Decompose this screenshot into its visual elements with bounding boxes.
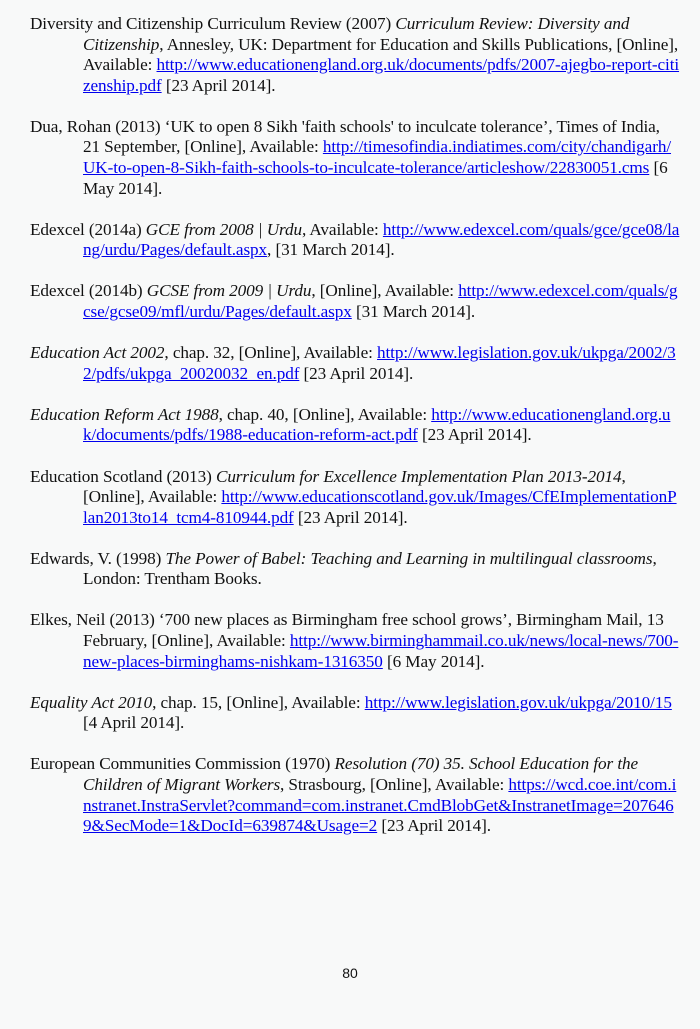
ref-title: Curriculum Review: Diversity and Citizenship: [83, 14, 630, 54]
ref-link[interactable]: http://www.birminghammail.co.uk/news/local-news/700-new-places-birminghams-nishkam-1316350: [83, 631, 679, 671]
ref-author: Edwards, V. (1998): [30, 548, 166, 568]
reference-entry: [30, 281, 680, 322]
ref-accessed-date: [6 May 2014].: [382, 651, 485, 671]
reference-entry: [30, 610, 680, 672]
reference-entry: [30, 549, 680, 590]
ref-link[interactable]: http://www.educationengland.org.uk/documents/pdfs/2007-ajegbo-report-citizenship.pdf: [83, 55, 680, 95]
ref-author: Education Scotland (2013): [30, 466, 216, 486]
reference-entry: [30, 693, 680, 734]
ref-details: , Strasbourg, [Online], Available:: [280, 775, 509, 795]
ref-details: , London: Trentham Books.: [83, 548, 657, 589]
ref-author: Edexcel (2014a): [30, 219, 146, 239]
ref-link[interactable]: http://www.edexcel.com/quals/gce/gce08/lang/urdu/Pages/default.aspx: [83, 219, 680, 260]
ref-link[interactable]: http://timesofindia.indiatimes.com/city/chandigarh/UK-to-open-8-Sikh-faith-schools-to-inculcate-tolerance/articleshow/22830051.cms: [83, 137, 672, 178]
ref-link[interactable]: http://www.edexcel.com/quals/gcse/gcse09/mfl/urdu/Pages/default.aspx: [83, 281, 678, 322]
ref-accessed-date: , [31 March 2014].: [267, 240, 395, 260]
ref-author: Dua, Rohan (2013) ‘UK to open 8 Sikh 'faith schools' to inculcate tolerance’, Times of India, 21 September, [Online], Available:: [30, 116, 660, 157]
ref-link[interactable]: http://www.legislation.gov.uk/ukpga/2002/32/pdfs/ukpga_20020032_en.pdf: [83, 343, 676, 383]
ref-accessed-date: [6 May 2014].: [83, 158, 668, 198]
ref-author: Diversity and Citizenship Curriculum Review (2007): [30, 14, 396, 33]
reference-entry: [30, 467, 680, 529]
ref-accessed-date: [31 March 2014].: [351, 302, 476, 322]
ref-author: European Communities Commission (1970): [30, 754, 335, 774]
ref-details: , [Online], Available:: [311, 281, 459, 301]
reference-list: [30, 14, 680, 857]
ref-link[interactable]: http://www.educationscotland.gov.uk/Images/CfEImplementationPlan2013to14_tcm4-810944.pdf: [83, 487, 677, 527]
ref-title: Education Act 2002: [30, 343, 165, 363]
ref-title: Education Reform Act 1988: [30, 404, 219, 424]
ref-details: , chap. 40, [Online], Available:: [218, 404, 432, 424]
ref-accessed-date: [23 April 2014].: [161, 75, 276, 95]
ref-details: , chap. 32, [Online], Available:: [164, 343, 378, 363]
ref-link[interactable]: http://www.educationengland.org.uk/documents/pdfs/1988-education-reform-act.pdf: [83, 404, 671, 445]
ref-details: , Annesley, UK: Department for Education and Skills Publications, [Online], Available:: [83, 34, 679, 75]
ref-author: Elkes, Neil (2013) ‘700 new places as Birmingham free school grows’, Birmingham Mail, 13 February, [Online], Available:: [30, 610, 664, 651]
ref-title: The Power of Babel: Teaching and Learning in multilingual classrooms: [165, 548, 653, 568]
reference-entry: [30, 343, 680, 384]
ref-details: , Available:: [301, 219, 383, 239]
ref-title: Resolution (70) 35. School Education for the Children of Migrant Workers: [83, 754, 639, 795]
ref-accessed-date: [23 April 2014].: [417, 425, 532, 445]
ref-title: Curriculum for Excellence Implementation Plan 2013-2014: [215, 466, 622, 486]
reference-entry: [30, 117, 680, 199]
reference-entry: [30, 14, 680, 96]
ref-title: GCSE from 2009 | Urdu: [146, 281, 312, 301]
ref-title: Equality Act 2010: [30, 692, 153, 712]
reference-entry: [30, 220, 680, 261]
ref-accessed-date: [23 April 2014].: [293, 507, 408, 527]
ref-title: GCE from 2008 | Urdu: [145, 219, 302, 239]
reference-entry: [30, 405, 680, 446]
page-number: 80: [342, 965, 358, 981]
ref-details: , chap. 15, [Online], Available:: [152, 692, 365, 712]
ref-details: , [Online], Available:: [83, 466, 626, 507]
ref-accessed-date: [4 April 2014].: [83, 713, 185, 733]
ref-author: Edexcel (2014b): [30, 281, 147, 301]
reference-entry: [30, 754, 680, 836]
ref-link[interactable]: https://wcd.coe.int/com.instranet.InstraServlet?command=com.instranet.CmdBlobGet&InstranetImage=2076469&SecMode=1&DocId=639874&Usage=2: [83, 775, 677, 836]
ref-accessed-date: [23 April 2014].: [377, 816, 491, 836]
ref-accessed-date: [23 April 2014].: [299, 363, 414, 383]
ref-link[interactable]: http://www.legislation.gov.uk/ukpga/2010/15: [364, 692, 672, 712]
